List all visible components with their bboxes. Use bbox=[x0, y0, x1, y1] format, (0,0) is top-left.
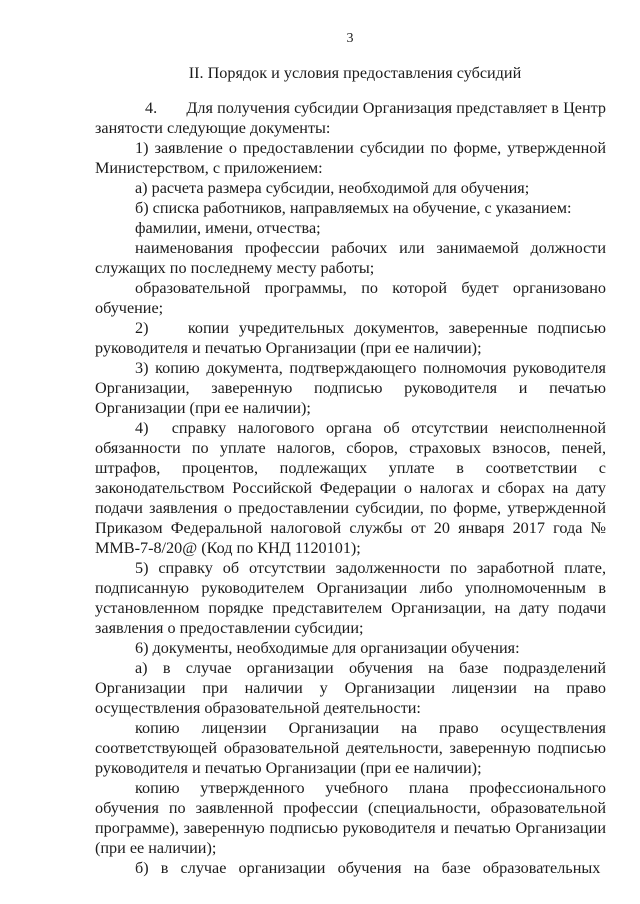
paragraph: наименования профессии рабочих или занимаемой должности служащих по последнему месту работы; bbox=[95, 239, 606, 277]
paragraph: 1) заявление о предоставлении субсидии по форме, утвержденной Министерством, с приложением: bbox=[95, 139, 606, 177]
document-body bbox=[95, 98, 606, 878]
paragraph: копию лицензии Организации на право осуществления соответствующей образовательной деятельности, заверенную подписью руководителя и печатью Организации (при ее наличии); bbox=[95, 719, 606, 777]
paragraph: а) в случае организации обучения на базе подразделений Организации при наличии у Организации лицензии на право осуществления образовательной деятельности: bbox=[95, 659, 606, 717]
paragraph: 6) документы, необходимые для организации обучения: bbox=[135, 639, 520, 657]
page-number: 3 bbox=[346, 31, 354, 46]
paragraph: а) расчета размера субсидии, необходимой для обучения; bbox=[135, 179, 530, 197]
paragraph: 4. Для получения субсидии Организация представляет в Центр занятости следующие документы: bbox=[95, 99, 606, 137]
paragraph: копию утвержденного учебного плана профессионального обучения по заявленной профессии (специальности, образовательной программе), заверенную подписью руководителя и печатью Организации (при ее наличии); bbox=[95, 779, 606, 857]
paragraph: образовательной программы, по которой будет организовано обучение; bbox=[95, 279, 606, 317]
paragraph: фамилии, имени, отчества; bbox=[135, 219, 321, 237]
paragraph: 5) справку об отсутствии задолженности по заработной плате, подписанную руководителем Организации либо уполномоченным в установленном порядке представителем Организации, на дату подачи заявления о предоставлении субсидии; bbox=[95, 559, 606, 637]
section-heading: II. Порядок и условия предоставления субсидий bbox=[188, 64, 522, 82]
paragraph: 4) справку налогового органа об отсутствии неисполненной обязанности по уплате налогов, сборов, страховых взносов, пеней, штрафов, процентов, подлежащих уплате в соответствии с законодательством Российской Федерации о налогах и сборах на дату подачи заявления о предоставлении субсидии, по форме, утвержденной Приказом Федеральной налоговой службы от 20 января 2017 года № ММВ-7-8/20@ (Код по КНД 1120101); bbox=[95, 419, 606, 557]
paragraph: 3) копию документа, подтверждающего полномочия руководителя Организации, заверенную подписью руководителя и печатью Организации (при ее наличии); bbox=[95, 359, 606, 417]
paragraph: б) списка работников, направляемых на обучение, с указанием: bbox=[135, 199, 572, 217]
paragraph: б) в случае организации обучения на базе образовательных bbox=[135, 859, 601, 877]
paragraph: 2) копии учредительных документов, заверенные подписью руководителя и печатью Организации (при ее наличии); bbox=[95, 319, 606, 357]
